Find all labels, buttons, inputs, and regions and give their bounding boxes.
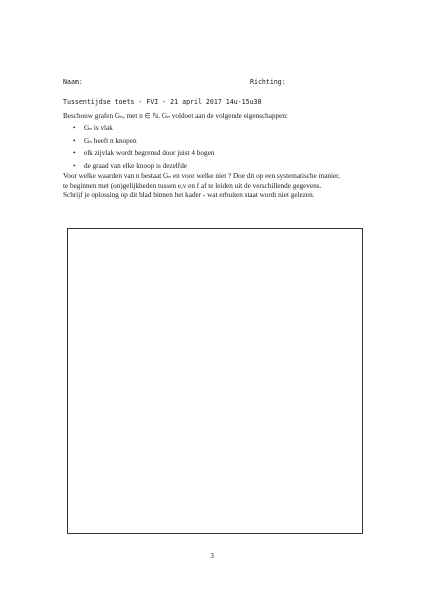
bullet-icon: • [73, 136, 76, 145]
intro-text: Beschouw grafen Gₙ, met n ∈ ℕ. Gₙ voldoet aan de volgende eigenschappen: [63, 112, 288, 120]
property-item: • de graad van elke knoop is dezelfde [73, 161, 187, 170]
property-item: • elk zijvlak wordt begrensd door juist 4 bogen [73, 149, 215, 157]
property-item: • Gₙ heeft n knopen [73, 136, 137, 145]
richting-label: Richting: [250, 78, 286, 86]
name-label: Naam: [63, 78, 83, 86]
question-text [63, 172, 363, 201]
property-item: • Gₙ is vlak [73, 124, 113, 132]
question-line: Voor welke waarden van n bestaat Gₙ en voor welke niet ? Doe dit op een systematische manier, [63, 172, 341, 180]
question-line: te beginnen met (on)gelijkheden tussen e,v en f af te leiden uit de verschillende gegevens. [63, 181, 322, 190]
properties-list [70, 124, 214, 174]
bullet-icon: • [73, 124, 76, 132]
bullet-icon: • [73, 149, 76, 157]
page-number: 3 [210, 552, 214, 560]
bullet-icon: • [73, 161, 76, 170]
question-line: Schrijf je oplossing op dit blad binnen het kader - wat erbuiten staat wordt niet gelezen. [63, 191, 315, 200]
answer-box[interactable] [67, 228, 363, 534]
exam-title: Tussentijdse toets - FVI - 21 april 2017 14u-15u30 [63, 98, 262, 106]
